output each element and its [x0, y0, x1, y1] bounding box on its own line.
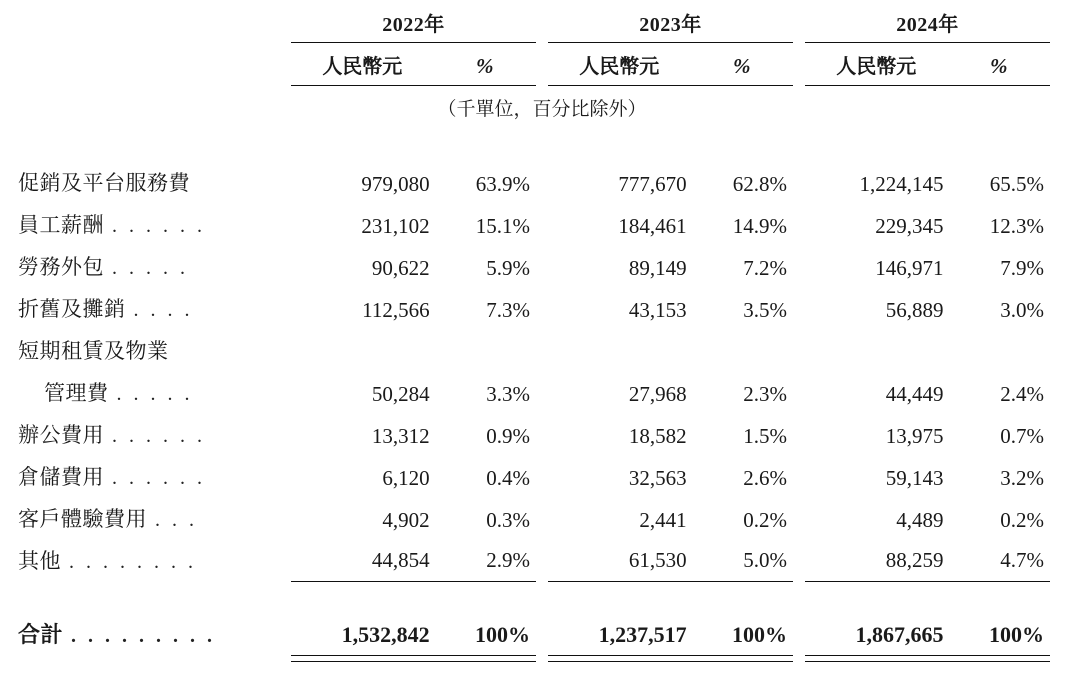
- percent-symbol: %: [1026, 214, 1044, 238]
- subheader-gap-2: [793, 43, 805, 86]
- percent-symbol: %: [764, 622, 787, 647]
- percent-symbol: %: [769, 172, 787, 196]
- rule-blank: [18, 656, 291, 662]
- percent-symbol: %: [1026, 466, 1044, 490]
- row-label: [18, 245, 291, 287]
- cell-amount-2023: 43,153: [628, 298, 687, 322]
- row-label-text: 其他: [18, 549, 61, 573]
- total-spacer-row: [18, 581, 1050, 608]
- percent-value: 12.3: [989, 214, 1027, 238]
- total-gap-1: [536, 608, 548, 656]
- percent-symbol: %: [1026, 547, 1044, 572]
- cell-amount-2024: 4,489: [896, 508, 944, 532]
- percent-symbol: %: [769, 547, 787, 572]
- cell-amount-2024: 146,971: [875, 256, 944, 280]
- row-label-text: 員工薪酬: [18, 213, 104, 237]
- header-gap-1: [536, 8, 548, 43]
- percent-value: 7.9: [1000, 256, 1027, 280]
- cell-percent-2024: [948, 287, 1050, 329]
- total-amount-2024: 1,867,665: [805, 608, 948, 656]
- cell-percent-2023: [691, 245, 793, 287]
- table-row: [18, 539, 1050, 581]
- cell-amount-2023: 18,582: [628, 424, 687, 448]
- cell-amount-2022: 90,622: [371, 256, 430, 280]
- cell-amount-2022: 6,120: [382, 466, 430, 490]
- cell-amount-2022: 231,102: [361, 214, 430, 238]
- cell-percent-2023: [691, 287, 793, 329]
- percent-symbol: %: [1026, 424, 1044, 448]
- row-label: [18, 413, 291, 455]
- percent-value: 62.8: [732, 172, 770, 196]
- percent-value: 3.3: [486, 382, 513, 406]
- year-header-2022: 2022年: [291, 8, 536, 43]
- row-leader-dots: [169, 341, 177, 363]
- percent-symbol: %: [769, 424, 787, 448]
- percent-symbol: %: [512, 424, 530, 448]
- row-label: [18, 455, 291, 497]
- row-leader-dots: . . . . . .: [112, 215, 206, 237]
- row-leader-dots: . . . .: [133, 299, 193, 321]
- row-gap-2: [793, 287, 805, 329]
- unit-note-row: [18, 86, 1050, 124]
- cell-percent-2022: [434, 455, 536, 497]
- row-label: [18, 287, 291, 329]
- cell-amount-2023: 89,149: [628, 256, 687, 280]
- row-gap-1: [536, 161, 548, 203]
- header-corner-blank: [18, 8, 291, 43]
- row-gap-1: [536, 455, 548, 497]
- row-label: [18, 329, 291, 371]
- cell-percent-2024: [948, 329, 1050, 371]
- total-percent-2022: [434, 608, 536, 656]
- percent-symbol: %: [769, 298, 787, 322]
- row-label-text: 倉儲費用: [18, 465, 104, 489]
- subheader-percent-2022: %: [434, 43, 536, 86]
- percent-symbol: %: [1026, 508, 1044, 532]
- row-gap-1: [536, 497, 548, 539]
- cell-percent-2023: [691, 497, 793, 539]
- table-row: [18, 245, 1050, 287]
- percent-value: 5.0: [743, 547, 770, 572]
- percent-value: 2.9: [486, 547, 513, 572]
- cell-amount-2023: 32,563: [628, 466, 687, 490]
- cell-amount-2024: 88,259: [805, 539, 948, 581]
- percent-value: 0.7: [1000, 424, 1027, 448]
- percent-value: 63.9: [475, 172, 513, 196]
- percent-value: 2.6: [743, 466, 770, 490]
- percent-symbol: %: [512, 382, 530, 406]
- row-label: [18, 371, 291, 413]
- percent-symbol: %: [512, 547, 530, 572]
- header-gap-2: [793, 8, 805, 43]
- percent-symbol: %: [512, 172, 530, 196]
- row-label: [18, 203, 291, 245]
- unit-note: （千單位，百分比除外）: [437, 99, 647, 120]
- cell-amount-2022: 13,312: [371, 424, 430, 448]
- subheader-amount-2022: 人民幣元: [291, 43, 434, 86]
- row-leader-dots: [190, 173, 198, 195]
- percent-value: 4.7: [1000, 547, 1027, 572]
- cell-amount-2023: 2,441: [639, 508, 687, 532]
- cell-amount-2022: 112,566: [362, 298, 430, 322]
- percent-symbol: %: [769, 382, 787, 406]
- percent-value: 3.5: [743, 298, 770, 322]
- cell-percent-2022: [434, 203, 536, 245]
- percent-value: 0.3: [486, 508, 513, 532]
- row-gap-2: [793, 329, 805, 371]
- percent-value: 100: [731, 622, 765, 647]
- cell-amount-2023: 27,968: [628, 382, 687, 406]
- row-gap-1: [536, 539, 548, 581]
- cell-percent-2024: [948, 245, 1050, 287]
- percent-value: 14.9: [732, 214, 770, 238]
- cell-amount-2023: 777,670: [618, 172, 687, 196]
- percent-value: 65.5: [989, 172, 1027, 196]
- spacer-cell: [18, 123, 1050, 161]
- year-header-2024: 2024年: [805, 8, 1050, 43]
- cell-percent-2024: [948, 161, 1050, 203]
- table-row: [18, 203, 1050, 245]
- rule-amount-2024: [805, 656, 948, 662]
- row-leader-dots: . . .: [155, 509, 198, 531]
- expense-breakdown-table: [18, 8, 1050, 662]
- total-percent-2024: [948, 608, 1050, 656]
- table-row: [18, 413, 1050, 455]
- row-gap-2: [793, 455, 805, 497]
- row-gap-2: [793, 371, 805, 413]
- rule-percent-2024: [948, 656, 1050, 662]
- rule-amount-2023: [548, 656, 691, 662]
- cell-percent-2023: [691, 413, 793, 455]
- total-gap-2: [793, 608, 805, 656]
- percent-value: 100: [989, 622, 1022, 647]
- percent-value: 7.3: [486, 298, 513, 322]
- percent-value: 3.2: [1000, 466, 1027, 490]
- row-label-text: 促銷及平台服務費: [18, 171, 190, 195]
- percent-symbol: %: [1026, 172, 1044, 196]
- cell-percent-2023: [691, 455, 793, 497]
- cell-amount-2024: 59,143: [885, 466, 944, 490]
- table-body: [18, 161, 1050, 662]
- row-label: [18, 539, 291, 581]
- subheader-amount-2023: 人民幣元: [548, 43, 691, 86]
- cell-percent-2024: [948, 497, 1050, 539]
- cell-amount-2024: 229,345: [875, 214, 944, 238]
- subheader-corner-blank: [18, 43, 291, 86]
- row-gap-1: [536, 371, 548, 413]
- table-row: [18, 287, 1050, 329]
- row-label-text: 折舊及攤銷: [18, 297, 126, 321]
- percent-symbol: %: [512, 466, 530, 490]
- spacer-cell: [18, 581, 1050, 608]
- cell-amount-2022: [291, 329, 434, 371]
- subheader-percent-2023: %: [691, 43, 793, 86]
- percent-value: 1.5: [743, 424, 770, 448]
- cell-percent-2024: [948, 203, 1050, 245]
- row-gap-2: [793, 245, 805, 287]
- row-gap-1: [536, 413, 548, 455]
- cell-percent-2024: [948, 455, 1050, 497]
- row-gap-1: [536, 203, 548, 245]
- cell-percent-2023: [691, 329, 793, 371]
- subheader-percent-2024: %: [948, 43, 1050, 86]
- row-gap-2: [793, 539, 805, 581]
- cell-amount-2022: 44,854: [291, 539, 434, 581]
- row-label-text: 短期租賃及物業: [18, 339, 169, 363]
- cell-percent-2024: [948, 539, 1050, 581]
- row-leader-dots: . . . . . . . .: [69, 551, 197, 573]
- row-leader-dots: . . . . . .: [112, 425, 206, 447]
- percent-value: 0.4: [486, 466, 513, 490]
- cell-amount-2024: 1,224,145: [859, 172, 944, 196]
- total-label-text: 合計: [18, 621, 64, 647]
- cell-percent-2023: [691, 203, 793, 245]
- percent-symbol: %: [769, 214, 787, 238]
- percent-value: 3.0: [1000, 298, 1027, 322]
- table-row: [18, 161, 1050, 203]
- unit-note-blank: [18, 86, 291, 124]
- percent-symbol: %: [1022, 622, 1044, 647]
- cell-amount-2024: [805, 329, 948, 371]
- cell-percent-2022: [434, 329, 536, 371]
- percent-symbol: %: [512, 298, 530, 322]
- table-row: [18, 371, 1050, 413]
- rule-percent-2022: [434, 656, 536, 662]
- cell-percent-2022: [434, 161, 536, 203]
- percent-symbol: %: [769, 508, 787, 532]
- row-leader-dots: . . . . .: [112, 257, 189, 279]
- cell-percent-2024: [948, 371, 1050, 413]
- total-percent-2023: [691, 608, 793, 656]
- cell-percent-2022: [434, 413, 536, 455]
- percent-value: 0.9: [486, 424, 513, 448]
- row-gap-1: [536, 287, 548, 329]
- percent-symbol: %: [512, 508, 530, 532]
- row-gap-2: [793, 203, 805, 245]
- cell-amount-2024: 44,449: [885, 382, 944, 406]
- cell-amount-2022: 979,080: [361, 172, 430, 196]
- row-gap-2: [793, 413, 805, 455]
- percent-value: 2.3: [743, 382, 770, 406]
- percent-symbol: %: [507, 622, 530, 647]
- percent-symbol: %: [1026, 256, 1044, 280]
- percent-value: 5.9: [486, 256, 513, 280]
- total-leader-dots: . . . . . . . . .: [71, 624, 216, 647]
- percent-symbol: %: [769, 256, 787, 280]
- total-double-rule-row: [18, 656, 1050, 662]
- cell-percent-2022: [434, 287, 536, 329]
- row-label-text: 客戶體驗費用: [18, 507, 147, 531]
- percent-value: 100: [474, 622, 508, 647]
- cell-amount-2022: 50,284: [371, 382, 430, 406]
- total-amount-2022: 1,532,842: [291, 608, 434, 656]
- row-leader-dots: . . . . . .: [112, 467, 206, 489]
- rule-gap-1: [536, 656, 548, 662]
- total-label: [18, 608, 291, 656]
- table-row: [18, 329, 1050, 371]
- row-gap-2: [793, 497, 805, 539]
- cell-percent-2022: [434, 497, 536, 539]
- cell-percent-2023: [691, 539, 793, 581]
- table-row: [18, 497, 1050, 539]
- percent-value: 0.2: [1000, 508, 1027, 532]
- row-label: [18, 497, 291, 539]
- percent-symbol: %: [1026, 382, 1044, 406]
- cell-amount-2024: 56,889: [885, 298, 944, 322]
- row-gap-2: [793, 161, 805, 203]
- cell-percent-2023: [691, 161, 793, 203]
- rule-gap-2: [793, 656, 805, 662]
- cell-amount-2023: 184,461: [618, 214, 687, 238]
- subheader-row: [18, 43, 1050, 86]
- cell-percent-2022: [434, 539, 536, 581]
- cell-percent-2023: [691, 371, 793, 413]
- year-header-2023: 2023年: [548, 8, 793, 43]
- total-amount-2023: 1,237,517: [548, 608, 691, 656]
- row-gap-1: [536, 329, 548, 371]
- cell-amount-2023: 61,530: [548, 539, 691, 581]
- percent-symbol: %: [769, 466, 787, 490]
- cell-amount-2023: [548, 329, 691, 371]
- row-label: [18, 161, 291, 203]
- row-gap-1: [536, 245, 548, 287]
- percent-value: 7.2: [743, 256, 770, 280]
- percent-symbol: %: [512, 214, 530, 238]
- rule-percent-2023: [691, 656, 793, 662]
- cell-amount-2024: 13,975: [885, 424, 944, 448]
- cell-percent-2022: [434, 245, 536, 287]
- percent-symbol: %: [1026, 298, 1044, 322]
- row-label-text: 勞務外包: [18, 255, 104, 279]
- cell-percent-2022: [434, 371, 536, 413]
- percent-value: 15.1: [475, 214, 513, 238]
- total-row: [18, 608, 1050, 656]
- table-row: [18, 455, 1050, 497]
- header-body-spacer: [18, 123, 1050, 161]
- unit-note-blank-right: [793, 86, 1050, 124]
- row-leader-dots: . . . . .: [116, 383, 193, 405]
- percent-value: 0.2: [743, 508, 770, 532]
- cell-percent-2024: [948, 413, 1050, 455]
- rule-amount-2022: [291, 656, 434, 662]
- percent-symbol: %: [512, 256, 530, 280]
- percent-value: 2.4: [1000, 382, 1027, 406]
- subheader-gap-1: [536, 43, 548, 86]
- subheader-amount-2024: 人民幣元: [805, 43, 948, 86]
- row-label-text: 辦公費用: [18, 423, 104, 447]
- row-label-text: 管理費: [44, 381, 109, 405]
- cell-amount-2022: 4,902: [382, 508, 430, 532]
- year-header-row: [18, 8, 1050, 43]
